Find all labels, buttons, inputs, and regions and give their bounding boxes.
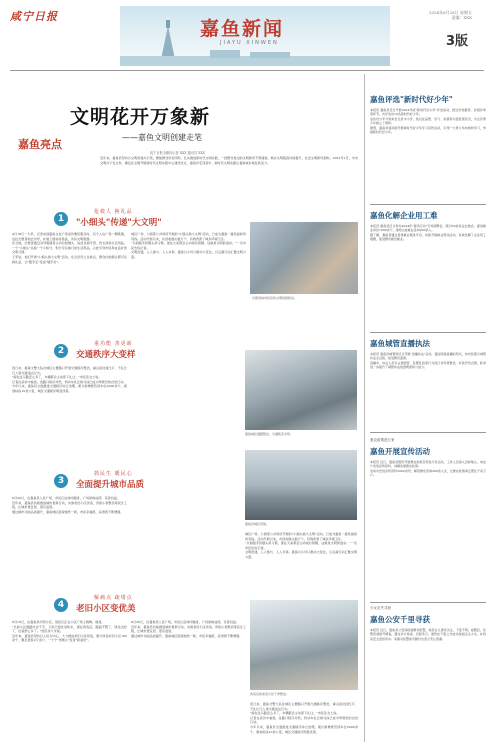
highlight-banner bbox=[12, 134, 102, 164]
brief-divider bbox=[370, 602, 486, 603]
brief-4-kicker: 惠农政策进万家 bbox=[370, 438, 395, 442]
brief-2-title: 嘉鱼化解企业用工难 bbox=[370, 211, 438, 220]
section-pinyin: JIAYU XINWEN bbox=[220, 40, 279, 46]
header-divider bbox=[10, 70, 484, 71]
section-headline: 老旧小区变优美 bbox=[76, 604, 136, 614]
brief-4-body: 本报讯 近日，嘉鱼县组织开展惠农政策宣传进万家活动，工作人员深入田间地头，向农户发放宣传资料，讲解各项惠农政策。 活动共发放宣传资料5000余份，解答群众咨询300余人次，让惠农政策真正惠及千家万户。 bbox=[370, 460, 486, 478]
highlight-tag: 嘉鱼亮点 bbox=[18, 138, 62, 151]
lead-paragraph: 近年来，嘉鱼县坚持以文明创建为引领，聚焦群众所需所盼，扎实推进新时代文明实践，一批群众身边的文明新风不断涌现，城乡文明程度持续提升，社会文明新风劲吹。2021年1月，中央文明办下发文件，确定在全国开展新时代文明实践中心建设试点，嘉鱼县名列其中。新时代文明实践让嘉鱼城乡焕发新活力。 bbox=[100, 156, 358, 165]
photo-caption: 嘉鱼城区道路整洁，交通秩序井然。 bbox=[245, 432, 294, 436]
city-photo bbox=[245, 450, 357, 520]
brief-5-title: 嘉鱼公安千里寻获 bbox=[370, 615, 430, 624]
section-headline: 全面提升城市品质 bbox=[76, 480, 145, 490]
volunteer-photo bbox=[250, 222, 358, 294]
section-headline: "小细头"传递"大文明" bbox=[76, 218, 162, 228]
road-photo bbox=[245, 350, 357, 430]
community-photo bbox=[250, 600, 358, 690]
section-headline: 交通秩序大变样 bbox=[76, 350, 136, 360]
byline: 咸宁日报全媒体记者 XXX 通讯员 XXX bbox=[150, 151, 205, 155]
brief-5-kicker: 少女走失寻获 bbox=[370, 606, 391, 610]
photo-caption: 志愿者向市民宣传文明创建知识。 bbox=[252, 296, 298, 300]
section-number: 2 bbox=[54, 344, 68, 358]
brief-3-title: 嘉鱼城管直播执法 bbox=[370, 339, 430, 348]
brief-divider bbox=[370, 432, 486, 433]
brief-divider bbox=[370, 332, 486, 333]
section-number: 1 bbox=[54, 212, 68, 226]
section-title: 嘉鱼新闻 bbox=[200, 18, 285, 40]
main-title: 文明花开万象新 bbox=[70, 106, 211, 128]
column-divider bbox=[364, 74, 365, 742]
section-kicker: 抓民生 暖民心 bbox=[94, 471, 133, 477]
brief-4-title: 嘉鱼开展宣传活动 bbox=[370, 447, 430, 456]
brief-3-body: 本报讯 嘉鱼县城管局近日开展"直播执法"活动，通过网络直播的形式，向市民展示城管执法全过程，接受群众监督。 直播中，执法人员对占道经营、乱摆乱放等行为进行劝导和整治，市民纷纷点赞。此举进一步提升了城管执法的透明度和公信力。 bbox=[370, 352, 486, 370]
photo-caption: 嘉鱼县城区风貌。 bbox=[245, 522, 270, 526]
section-kicker: 重功能 善更新 bbox=[94, 341, 133, 347]
brief-2-body: 本报讯 嘉鱼县近日举办2024年"春风行动"专场招聘会，吸引30余家企业参会，提供就业岗位1000余个，现场达成就业意向200余人。 据了解，嘉鱼县通过搭建就业服务平台，持续开展就业帮扶活动，有效化解了企业用工难题，促进群众就近就业。 bbox=[370, 224, 486, 242]
page-number: 3版 bbox=[446, 34, 469, 49]
section-2-body: 连日来，嘉鱼交警大队在城区主要路口开展交通秩序整治，重点查处闯红灯、不礼让行人等交通违法行为。 "现在过马路安心多了，车辆都会主动停下礼让。"市民张女士说。 记者在采访中看到，各路口秩序井然，机动车礼让斑马线已成为驾驶员的自觉行动。 今年以来，嘉鱼县全面推进交通秩序综合治理，累计新增规范停车位2000余个，施划标线10余公里，城区交通秩序明显改善。 bbox=[12, 366, 127, 393]
section-kicker: 抢救人 换礼品 bbox=[94, 209, 133, 215]
section-kicker: 解痛点 疏堵点 bbox=[94, 595, 133, 601]
photo-caption: 改造后的老旧小区干净整洁。 bbox=[250, 692, 290, 696]
section-3-body-cont: 城区广场、公园等公共场所开展的"小烟头换大文明"活动，已成为嘉鱼一道亮丽的风景线。活动开展以来，共回收烟头数万个，有效改善了城乡环境卫生。 "以前随手扔烟头是习惯，现在大家都会主动找垃圾桶，这就是文明的进步。"一名市民告诉记者。 文明创建，人人参与、人人共享。嘉鱼以小切口推动大变化，以点滴行动汇聚文明力量。 bbox=[245, 532, 357, 559]
section-1-body-cont: 城区广场、公园等公共场所开展的"小烟头换大文明"活动，已成为嘉鱼一道亮丽的风景线。活动开展以来，共回收烟头数万个，有效改善了城乡环境卫生。 "以前随手扔烟头是习惯，现在大家都会主动找垃圾桶，这就是文明的进步。"一名市民告诉记者。 文明创建，人人参与、人人共享。嘉鱼以小切口推动大变化，以点滴行动汇聚文明力量。 bbox=[131, 232, 246, 259]
brief-1-body: 本报讯 嘉鱼县近日开展2024年度"新时代好少年"评选活动，经过学校推荐、县级评审等环节，共评选出10名新时代好少年。 这些好少年分别来自全县中小学，他们在品德、学习、实践等方面表现突出，为全县青少年树立了榜样。 据悉，嘉鱼县将持续开展新时代好少年学习宣传活动，引导广大青少年向榜样学习，争做新时代好少年。 bbox=[370, 108, 486, 135]
issue-date: 2024年6月28日 星期五 责编：XXX bbox=[428, 10, 472, 20]
section-1-body: 4月18日一大早，记者来到嘉鱼文化广场采访便民服务时，有个人在广场一侧吸烟，这位志愿者前去劝导，并递上烟灰收集盒，劝其文明吸烟。 在当地，志愿者通过劝导吸烟者主动捡拾烟头，由此兑换牙膏、洗衣液等生活用品。一个"小细头"兑换一个小积分，积分可兑换日常生活用品，以此引导市民养成良好的文明习惯。 王军说，他们开展"小烟头换大文明"活动，在全县设立兑换点，群众捡拾烟头即可兑换礼品，让"随手丢"变成"随手捡"。 bbox=[12, 232, 127, 264]
masthead: 咸宁日报 bbox=[10, 10, 58, 23]
section-4-body-cont: 6月26日，在嘉鱼县人民广场，市民们在休闲健身，广场绿树成荫，花香四溢。 近年来，嘉鱼县持续推进城市更新行动，实施老旧小区改造、背街小巷整治等民生工程，让城市更宜居、更有温度。 通过城市功能品质提升，嘉鱼城区面貌焕然一新，市民幸福感、获得感不断增强。 bbox=[131, 620, 246, 638]
section-number: 4 bbox=[54, 598, 68, 612]
section-4-body: 6月18日，在嘉鱼县沙阳小区，居民们正在小区广场上跳舞，健身。 "以前小区道路坑洼不平，下雨天到处是积水，现在改造后，路面平整了，绿化也好了，住着舒心多了。"居民李大爷说。 近年来，嘉鱼县坚持以人民为中心，大力推进老旧小区改造，累计改造老旧小区100余个，惠及居民2万余户，一个个"老破小"变身"新美好"。 bbox=[12, 620, 127, 643]
brief-1-title: 嘉鱼评选"新时代好少年" bbox=[370, 95, 453, 104]
section-3-body: 6月26日，在嘉鱼县人民广场，市民们在休闲健身，广场绿树成荫，花香四溢。 近年来，嘉鱼县持续推进城市更新行动，实施老旧小区改造、背街小巷整治等民生工程，让城市更宜居、更有温度。 通过城市功能品质提升，嘉鱼城区面貌焕然一新，市民幸福感、获得感不断增强。 bbox=[12, 496, 127, 514]
brief-5-body: 本报讯 近日，嘉鱼县公安局接到群众报警，称其女儿离家出走，下落不明。接警后，民警迅速展开调查，通过多方协查，历经多日，最终在千里之外成功找到走失少女，并将其安全送回家中。家属对民警的辛勤付出表示衷心感谢。 bbox=[370, 628, 486, 641]
section-number: 3 bbox=[54, 474, 68, 488]
brief-divider bbox=[370, 204, 486, 205]
main-subtitle: ——嘉鱼文明创建走笔 bbox=[122, 133, 202, 142]
section-4-body-end: 连日来，嘉鱼交警大队在城区主要路口开展交通秩序整治，重点查处闯红灯、不礼让行人等交通违法行为。 "现在过马路安心多了，车辆都会主动停下礼让。"市民张女士说。 记者在采访中看到，各路口秩序井然，机动车礼让斑马线已成为驾驶员的自觉行动。 今年以来，嘉鱼县全面推进交通秩序综合治理，累计新增规范停车位2000余个，施划标线10余公里，城区交通秩序明显改善。 bbox=[250, 702, 358, 734]
